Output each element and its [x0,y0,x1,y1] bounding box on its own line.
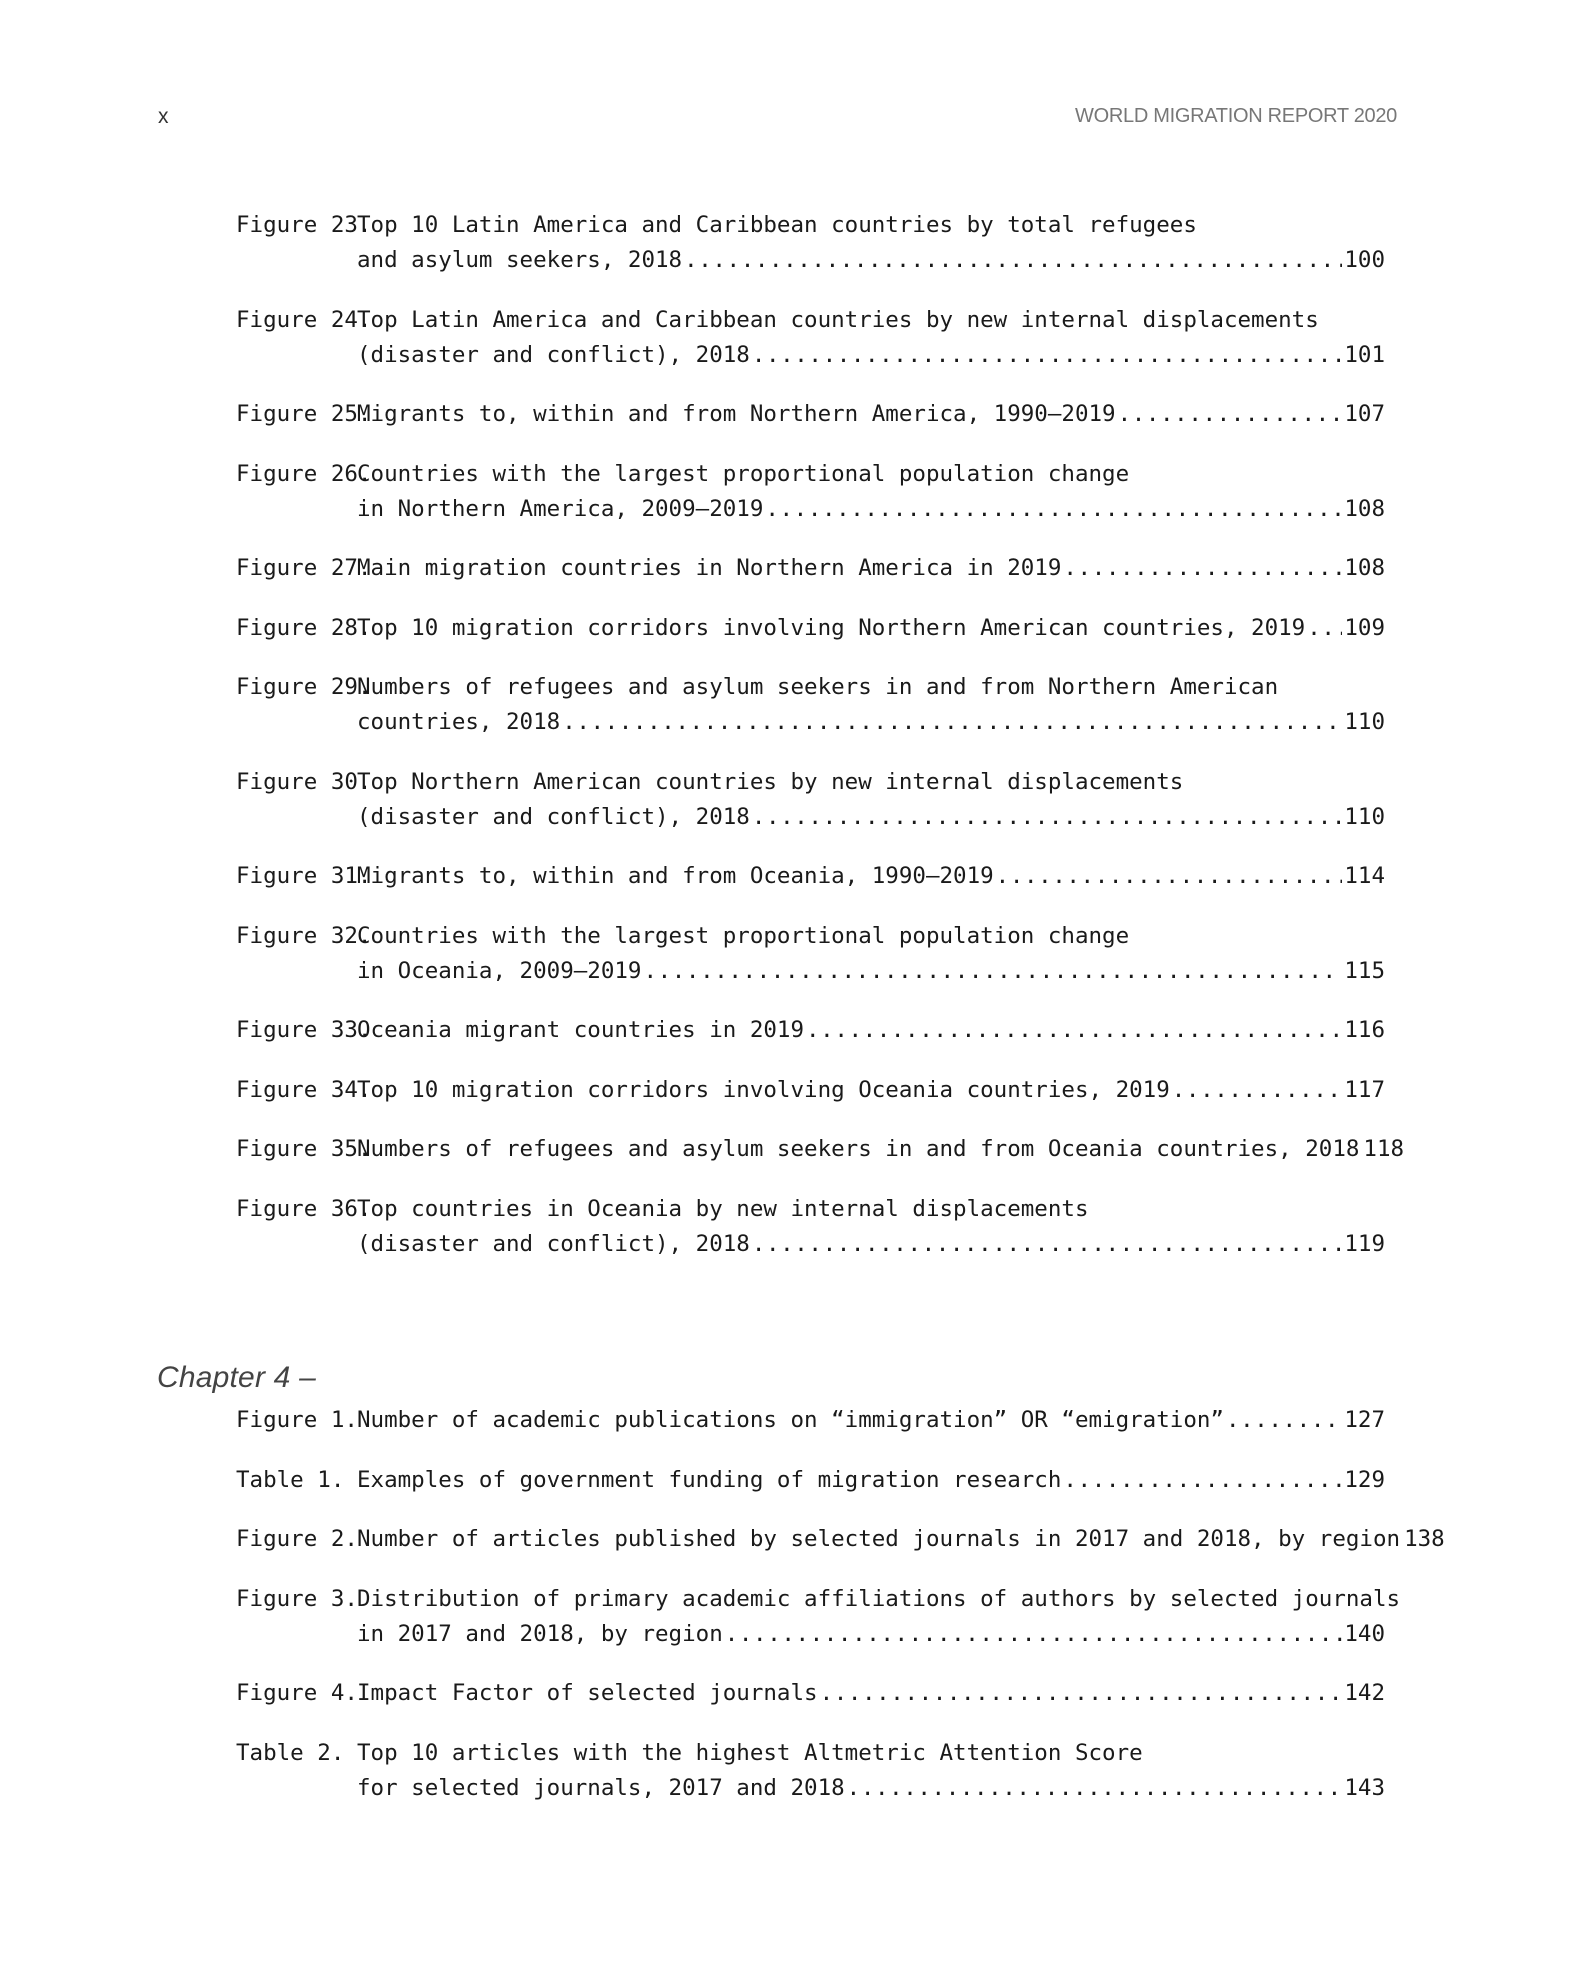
toc-entry-title: Countries with the largest proportional population change [357,460,1130,487]
toc-entry[interactable] [236,1132,1405,1167]
dot-leader [643,954,1342,989]
toc-entry-title: Impact Factor of selected journals [357,1680,818,1706]
toc-entry-page-number: 109 [1344,614,1385,641]
dot-leader [806,1013,1342,1048]
toc-entry-title: Main migration countries in Northern America in 2019 [357,555,1062,581]
toc-entry-page-number: 138 [1404,1526,1445,1552]
toc-entry-page-number: 117 [1344,1076,1385,1103]
toc-entry[interactable] [236,765,1385,835]
dot-leader [752,338,1343,373]
toc-entry-page-number: 110 [1344,709,1385,735]
toc-entry-page-number: 108 [1344,555,1385,581]
toc-entry-page-number: 116 [1344,1017,1385,1043]
dot-leader [684,243,1342,278]
toc-entry-title: Top Latin America and Caribbean countries by new internal displacements [357,306,1319,333]
toc-entry-title-continuation: and asylum seekers, 2018 [357,247,683,273]
dot-leader [1172,1073,1343,1108]
toc-entry[interactable] [236,1013,1385,1048]
toc-entry[interactable] [236,919,1385,989]
toc-entry-title: Migrants to, within and from Northern America, 1990–2019 [357,401,1116,427]
dot-leader [562,705,1342,740]
toc-entry-title: Oceania migrant countries in 2019 [357,1017,805,1043]
toc-entry[interactable] [236,1463,1385,1498]
toc-entry[interactable] [236,303,1385,373]
page-number: x [158,105,169,128]
toc-entry-title: Migrants to, within and from Oceania, 1990–2019 [357,863,994,889]
toc-entry-label: Figure 31. [236,863,372,889]
toc-entry-label: Table 2. [236,1739,345,1766]
dot-leader [1226,1403,1342,1438]
toc-entry[interactable] [236,1403,1385,1438]
toc-entry[interactable] [236,1676,1385,1711]
toc-entry-page-number: 115 [1344,957,1385,984]
toc-entry-title: Countries with the largest proportional population change [357,922,1130,949]
toc-entry-page-number: 127 [1344,1407,1385,1433]
toc-entry-page-number: 107 [1344,401,1385,427]
toc-entry-page-number: 114 [1344,863,1385,889]
toc-entry-label: Figure 23. [236,212,372,238]
dot-leader [725,1617,1343,1652]
toc-entry-page-number: 110 [1344,803,1385,830]
toc-entry-label: Figure 36. [236,1195,372,1222]
toc-entry-title: Examples of government funding of migration research [357,1466,1062,1493]
toc-entry-label: Figure 2. [236,1526,358,1552]
toc-entry[interactable] [236,1192,1385,1262]
toc-entry-title: Number of articles published by selected journals in 2017 and 2018, by region [357,1526,1401,1552]
dot-leader [1307,611,1342,646]
toc-entry-page-number: 101 [1344,341,1385,368]
toc-entry-page-number: 108 [1344,495,1385,522]
toc-entry-title: Number of academic publications on “immigration” OR “emigration” [357,1407,1224,1433]
toc-entry-label: Figure 34. [236,1076,372,1103]
toc-entry[interactable] [236,551,1385,586]
toc-entry[interactable] [236,670,1385,740]
toc-entry-title: Distribution of primary academic affiliations of authors by selected journals [357,1585,1401,1612]
dot-leader [996,859,1343,894]
chapter-4-heading: Chapter 4 – [157,1360,316,1394]
dot-leader [847,1771,1343,1806]
toc-entry-page-number: 140 [1344,1620,1385,1647]
toc-entry-label: Figure 35. [236,1136,372,1162]
toc-entry-label: Figure 29. [236,674,372,700]
toc-entry-title: Top 10 migration corridors involving Northern American countries, 2019 [357,614,1306,641]
toc-entry-title: Numbers of refugees and asylum seekers in and from Northern American [357,674,1279,700]
toc-entry-page-number: 118 [1363,1136,1405,1162]
dot-leader [1118,397,1343,432]
toc-entry-title-continuation: (disaster and conflict), 2018 [357,341,750,368]
page-header [0,105,1575,135]
toc-entry-label: Figure 28. [236,614,372,641]
toc-entry-label: Table 1. [236,1466,345,1493]
toc-entry-title-continuation: for selected journals, 2017 and 2018 [357,1774,845,1801]
toc-entry[interactable] [236,1736,1385,1806]
toc-entry-label: Figure 3. [236,1585,358,1612]
toc-entry-title-continuation: countries, 2018 [357,709,561,735]
toc-entry-page-number: 129 [1344,1466,1385,1493]
toc-entry[interactable] [236,611,1385,646]
toc-entry-title: Numbers of refugees and asylum seekers in and from Oceania countries, 2018 [357,1136,1360,1162]
toc-entry-page-number: 142 [1344,1680,1385,1706]
toc-entry-title-continuation: (disaster and conflict), 2018 [357,803,750,830]
dot-leader [752,800,1343,835]
toc-entry-title: Top 10 articles with the highest Altmetric Attention Score [357,1739,1143,1766]
toc-entry-title: Top 10 migration corridors involving Oceania countries, 2019 [357,1076,1170,1103]
dot-leader [820,1676,1343,1711]
toc-entry[interactable] [236,457,1385,527]
toc-entry[interactable] [236,1582,1401,1652]
toc-entry-label: Figure 25. [236,401,372,427]
toc-entry-title-continuation: in 2017 and 2018, by region [357,1620,723,1647]
toc-entry-page-number: 119 [1344,1230,1385,1257]
toc-entry[interactable] [236,859,1385,894]
toc-entry-title: Top countries in Oceania by new internal displacements [357,1195,1089,1222]
toc-entry-label: Figure 30. [236,768,372,795]
dot-leader [765,492,1342,527]
toc-entry[interactable] [236,208,1385,278]
dot-leader [1063,1463,1342,1498]
toc-entry-page-number: 143 [1344,1774,1385,1801]
report-title: WORLD MIGRATION REPORT 2020 [1075,105,1397,127]
toc-entry-title-continuation: (disaster and conflict), 2018 [357,1230,750,1257]
toc-entry-title-continuation: in Northern America, 2009–2019 [357,495,764,522]
toc-entry-title: Top Northern American countries by new internal displacements [357,768,1184,795]
toc-entry-label: Figure 1. [236,1407,358,1433]
toc-entry[interactable] [236,397,1385,432]
toc-entry-label: Figure 26. [236,460,372,487]
toc-entry[interactable] [236,1073,1385,1108]
toc-entry-label: Figure 33. [236,1017,372,1043]
dot-leader [752,1227,1343,1262]
dot-leader [1063,551,1342,586]
toc-entry-title: Top 10 Latin America and Caribbean countries by total refugees [357,212,1197,238]
toc-entry-page-number: 100 [1344,247,1385,273]
toc-entry-label: Figure 32. [236,922,372,949]
toc-entry-label: Figure 27. [236,555,372,581]
toc-entry-label: Figure 24. [236,306,372,333]
toc-entry[interactable] [236,1522,1445,1557]
toc-entry-label: Figure 4. [236,1680,358,1706]
toc-entry-title-continuation: in Oceania, 2009–2019 [357,957,642,984]
